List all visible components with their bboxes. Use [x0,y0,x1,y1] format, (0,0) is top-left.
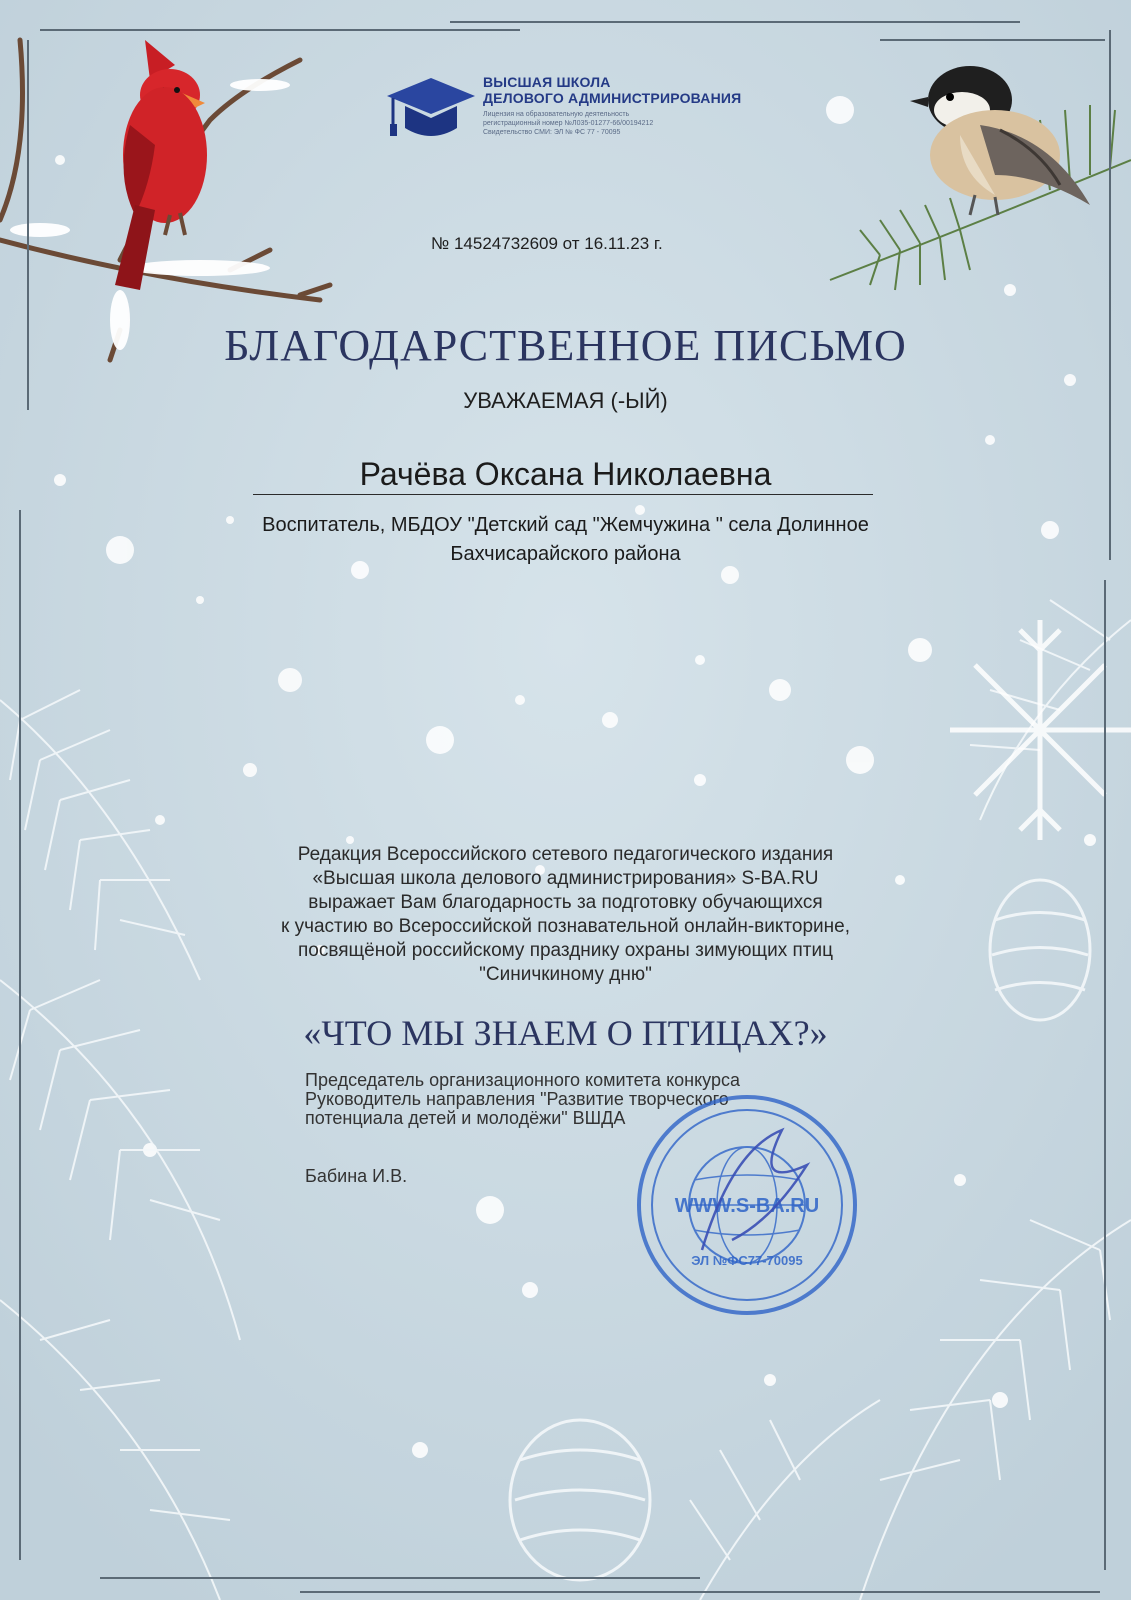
org-license-line3: Свидетельство СМИ: ЭЛ № ФС 77 - 70095 [483,129,621,136]
body-line1: Редакция Всероссийского сетевого педагогического издания [297,844,834,865]
signature-line1: Председатель организационного комитета конкурса [305,1070,740,1090]
recipient-underline [253,494,873,495]
body-line5: посвящёной российскому празднику охраны зимующих птиц [298,940,833,961]
recipient-name: Рачёва Оксана Николаевна [359,456,772,492]
body-line6: "Синичкиному дню" [479,964,652,985]
recipient-position [100,511,1031,569]
signature-line2: Руководитель направления "Развитие творческого [305,1089,729,1109]
chickadee-bird-illustration [900,55,1100,225]
org-license-line2: регистрационный номер №Л035-01277-66/00194212 [483,120,654,127]
org-name-line1: ВЫСШАЯ ШКОЛА [483,74,611,90]
signature-line3: потенциала детей и молодёжи" ВШДА [305,1108,626,1128]
position-line1: Воспитатель, МБДОУ "Детский сад "Жемчужина " села Долинное [262,514,869,536]
cardinal-bird-illustration [95,35,225,295]
letter-body [120,843,1011,987]
salutation: УВАЖАЕМАЯ (-ЫЙ) [463,388,668,413]
body-line3: выражает Вам благодарность за подготовку обучающихся [308,892,823,913]
org-license-line1: Лицензия на образовательную деятельность [483,111,630,118]
org-logo [385,68,755,148]
document-number: № 14524732609 от 16.11.23 г. [431,234,663,253]
stamp-reg-text: ЭЛ №ФС77-70095 [691,1253,803,1268]
graduation-cap-icon [385,74,477,144]
body-line2: «Высшая школа делового администрирования» S-BA.RU [312,868,819,889]
signer-name: Бабина И.В. [305,1166,408,1186]
quiz-title: «ЧТО МЫ ЗНАЕМ О ПТИЦАХ?» [303,1013,828,1053]
document-title: БЛАГОДАРСТВЕННОЕ ПИСЬМО [224,321,907,370]
org-name-line2: ДЕЛОВОГО АДМИНИСТРИРОВАНИЯ [483,90,742,106]
stamp-center-text: WWW.S-BA.RU [674,1195,820,1217]
official-stamp [632,1090,862,1320]
body-line4: к участию во Всероссийской познавательной онлайн-викторине, [281,916,850,937]
position-line2: Бахчисарайского района [450,543,681,565]
